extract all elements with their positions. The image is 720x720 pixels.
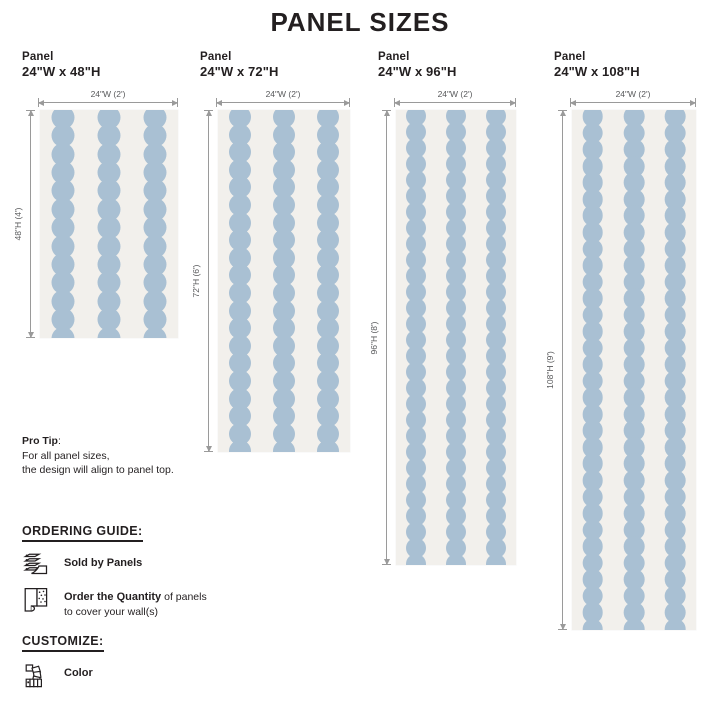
ordering-guide-item-order-quantity xyxy=(22,586,207,619)
height-arrow-top-2 xyxy=(206,110,212,116)
pattern-stripe xyxy=(476,110,516,565)
height-label-3: 96"H (8') xyxy=(369,321,379,354)
pattern-bead xyxy=(582,619,603,630)
height-dim-line-1 xyxy=(30,110,31,338)
width-dimension-2 xyxy=(216,89,350,111)
pattern-stripe xyxy=(655,110,696,630)
height-dimension-4 xyxy=(545,110,564,630)
pattern-bead xyxy=(406,554,426,565)
width-dimension-4 xyxy=(570,89,696,111)
height-arrow-top-1 xyxy=(28,110,34,116)
pattern-bead xyxy=(317,440,339,452)
customize-heading: CUSTOMIZE: xyxy=(22,634,104,652)
wallpaper-roll-icon xyxy=(22,586,50,614)
width-label-2: 24"W (2') xyxy=(265,89,301,99)
pattern-stripe xyxy=(40,110,86,338)
ordering-guide-strong-1: Sold by Panels xyxy=(64,557,143,569)
panel-size-1: 24"W x 48"H xyxy=(22,63,101,79)
pattern-stripe xyxy=(306,110,350,452)
width-dimension-1 xyxy=(38,89,178,111)
panel-group-3 xyxy=(378,50,456,79)
width-arrow-right-1 xyxy=(172,100,178,106)
panel-name-4: Panel xyxy=(554,51,586,63)
pro-tip-label: Pro Tip xyxy=(22,435,58,447)
pro-tip xyxy=(22,434,232,478)
customize-strong-1: Color xyxy=(64,667,93,679)
width-arrow-left-1 xyxy=(38,100,44,106)
pro-tip-line-2: the design will align to panel top. xyxy=(22,464,174,476)
height-dimension-2 xyxy=(191,110,210,452)
panel-swatch-3 xyxy=(396,110,516,565)
height-dim-line-4 xyxy=(562,110,563,630)
panel-size-2: 24"W x 72"H xyxy=(200,63,279,79)
panel-name-2: Panel xyxy=(200,51,232,63)
pattern-bead xyxy=(144,327,167,338)
pattern-stripe xyxy=(86,110,132,338)
page-title: PANEL SIZES xyxy=(270,7,450,37)
pattern-bead xyxy=(486,554,506,565)
panel-caption-4 xyxy=(554,50,640,79)
panel-swatch-2 xyxy=(218,110,350,452)
customize-item-text-1 xyxy=(64,662,93,681)
width-arrow-right-3 xyxy=(510,100,516,106)
width-arrow-right-2 xyxy=(344,100,350,106)
customize-item-color xyxy=(22,662,93,690)
height-arrow-bottom-1 xyxy=(28,332,34,338)
pattern-stripe xyxy=(132,110,178,338)
pattern-stripe xyxy=(572,110,613,630)
width-dim-line-1 xyxy=(38,102,178,103)
height-dim-line-2 xyxy=(208,110,209,452)
panel-name-3: Panel xyxy=(378,51,410,63)
ordering-guide-item-sold-by-panels xyxy=(22,552,142,580)
ordering-guide-strong-2: Order the Quantity xyxy=(64,591,162,603)
width-dim-line-4 xyxy=(570,102,696,103)
panel-caption-3 xyxy=(378,50,456,79)
ordering-guide-item-text-2 xyxy=(64,586,207,619)
panel-caption-2 xyxy=(200,50,278,79)
pattern-bead xyxy=(665,619,686,630)
panel-size-3: 24"W x 96"H xyxy=(378,63,457,79)
pattern-stripe xyxy=(613,110,654,630)
ordering-guide-item-text-1 xyxy=(64,552,142,571)
width-arrow-left-3 xyxy=(394,100,400,106)
ordering-guide-rest-2: of panels xyxy=(161,591,207,603)
height-dimension-3 xyxy=(369,110,388,565)
pro-tip-line-1: For all panel sizes, xyxy=(22,449,110,462)
panel-group-4 xyxy=(554,50,640,79)
panel-swatch-1 xyxy=(40,110,178,338)
pattern-stripe xyxy=(218,110,262,452)
pro-tip-colon: : xyxy=(57,435,61,447)
height-arrow-top-3 xyxy=(384,110,390,116)
height-arrow-top-4 xyxy=(560,110,566,116)
ordering-guide-heading: ORDERING GUIDE: xyxy=(22,524,143,542)
stacked-panels-icon xyxy=(22,552,50,580)
pattern-stripe xyxy=(396,110,436,565)
panel-group-2 xyxy=(200,50,278,79)
width-arrow-left-2 xyxy=(216,100,222,106)
panel-group-1 xyxy=(22,50,100,79)
width-label-1: 24"W (2') xyxy=(90,89,126,99)
width-dimension-3 xyxy=(394,89,516,111)
pattern-bead xyxy=(229,440,251,452)
panel-size-4: 24"W x 108"H xyxy=(554,63,640,79)
height-dim-line-3 xyxy=(386,110,387,565)
pattern-bead xyxy=(273,440,295,452)
pattern-bead xyxy=(624,619,645,630)
width-arrow-right-4 xyxy=(690,100,696,106)
height-arrow-bottom-3 xyxy=(384,559,390,565)
pattern-bead xyxy=(52,327,75,338)
pattern-stripe xyxy=(436,110,476,565)
color-swatch-fan-icon xyxy=(22,662,50,690)
width-label-4: 24"W (2') xyxy=(615,89,651,99)
panel-swatch-4 xyxy=(572,110,696,630)
panel-caption-1 xyxy=(22,50,100,79)
pattern-bead xyxy=(446,554,466,565)
width-dim-line-2 xyxy=(216,102,350,103)
pattern-bead xyxy=(98,327,121,338)
ordering-guide-line2-2: to cover your wall(s) xyxy=(64,605,158,618)
width-dim-line-3 xyxy=(394,102,516,103)
width-label-3: 24"W (2') xyxy=(437,89,473,99)
pattern-stripe xyxy=(262,110,306,452)
width-arrow-left-4 xyxy=(570,100,576,106)
height-arrow-bottom-4 xyxy=(560,624,566,630)
height-label-1: 48"H (4') xyxy=(13,207,23,241)
height-label-4: 108"H (9') xyxy=(545,351,555,389)
height-dimension-1 xyxy=(13,110,32,338)
panel-name-1: Panel xyxy=(22,51,54,63)
height-label-2: 72"H (6') xyxy=(191,264,201,298)
